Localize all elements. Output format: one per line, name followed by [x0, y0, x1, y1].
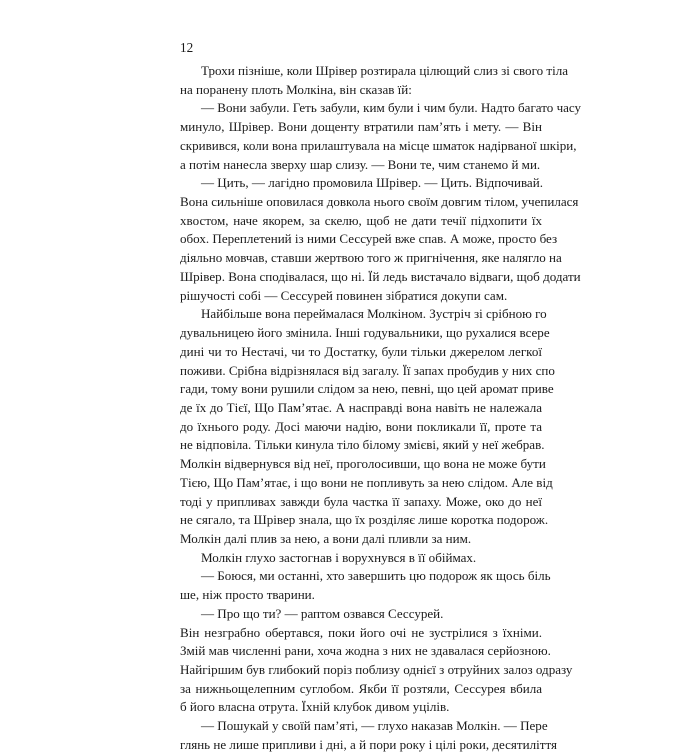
page-number: 12: [180, 40, 194, 55]
text-line: хвостом, наче якорем, за скелю, щоб не дати течії підхопити їх: [180, 212, 542, 228]
text-line: Молкін далі плив за нею, а вони далі пливли за ним.: [180, 530, 472, 546]
text-line: рішучості собі — Сессурей повинен зібратися докупи сам.: [180, 287, 508, 303]
text-line: Молкін глухо застогнав і ворухнувся в її обіймах.: [201, 549, 477, 565]
text-line: Змій мав численні рани, хоча жодна з них не здавалася серйозною.: [180, 643, 551, 659]
text-line: Найгіршим був глибокий поріз поблизу однієї з отруйних залоз одразу: [180, 662, 573, 677]
text-line: не сягало, та Шрівер знала, що їх розділяє лише коротка подорож.: [180, 512, 549, 528]
text-line: скривився, коли вона прилаштувала на місце шматок надірваної шкіри,: [180, 137, 577, 153]
text-line: Найбільше вона переймалася Молкіном. Зустріч зі срібною го: [201, 306, 547, 322]
text-line: на поранену плоть Молкіна, він сказав їй:: [180, 81, 412, 97]
text-line: дувальницею його змінила. Інші годувальники, що рухалися всере: [180, 325, 550, 341]
text-line: Молкін відвернувся від неї, проголосивши, що вона не може бути: [180, 456, 546, 472]
text-line: Трохи пізніше, коли Шрівер розтирала цілющий слиз зі свого тіла: [201, 63, 569, 78]
text-line: за нижньощелепним суглобом. Якби її розтяли, Сессурея вбила: [180, 680, 542, 696]
text-line: б його власна отрута. Їхній клубок дивом уцілів.: [180, 699, 450, 715]
text-line: гади, тому вони рушили слідом за нею, певні, що цей аромат приве: [180, 381, 554, 397]
text-line: не відповіла. Тільки кинула тіло білому змієві, який у неї жебрав.: [180, 437, 545, 453]
text-line: — Боюся, ми останні, хто завершить цю подорож як щось біль: [201, 568, 551, 584]
text-line: тоді у припливах завжди була частка її запаху. Може, око до неї: [180, 493, 542, 509]
text-line: глянь не лише припливи і дні, а й пори року і цілі роки, десятиліття: [180, 736, 557, 752]
text-line: а потім нанесла зверху шар слизу. — Вони те, чим станемо й ми.: [180, 156, 541, 172]
body-text: [180, 62, 582, 755]
text-line: минуло, Шрівер. Вони дощенту втратили пам’ять і мету. — Він: [180, 119, 542, 135]
text-line: Шрівер. Вона сподівалася, що ні. Їй ледь вистачало відваги, щоб додати: [180, 268, 581, 284]
text-line: Тією, Що Пам’ятає, і що вони не попливуть за нею слідом. Але від: [180, 474, 553, 490]
text-line: ше, ніж просто тварини.: [180, 587, 315, 603]
text-line: обох. Переплетений із ними Сессурей вже спав. А може, просто без: [180, 231, 558, 247]
text-line: — Цить, — лагідно промовила Шрівер. — Цить. Відпочивай.: [201, 175, 543, 191]
text-line: поживи. Срібна відрізнялася від загалу. Її запах пробудив у них спо: [180, 362, 555, 378]
text-line: — Вони забули. Геть забули, ким були і чим були. Надто багато часу: [201, 100, 582, 116]
text-line: — Пошукай у своїй пам’яті, — глухо наказав Молкін. — Пере: [201, 718, 548, 734]
text-line: де їх до Тієї, Що Пам’ятає. А насправді вона навіть не належала: [180, 399, 542, 415]
text-line: Вона сильніше оповилася довкола нього своїм довгим тілом, учепилася: [180, 194, 579, 210]
text-line: діяльно мовчав, ставши жертвою того ж пригнічення, яке налягло на: [180, 250, 562, 266]
text-line: Він незграбно обертався, поки його очі не зустрілися з їхніми.: [180, 624, 542, 640]
text-line: дині чи то Нестачі, чи то Достатку, були тільки джерелом легкої: [180, 343, 542, 359]
text-line: — Про що ти? — раптом озвався Сессурей.: [201, 605, 444, 621]
text-line: до їхнього роду. Досі маючи надію, вони покликали її, проте та: [180, 418, 542, 434]
